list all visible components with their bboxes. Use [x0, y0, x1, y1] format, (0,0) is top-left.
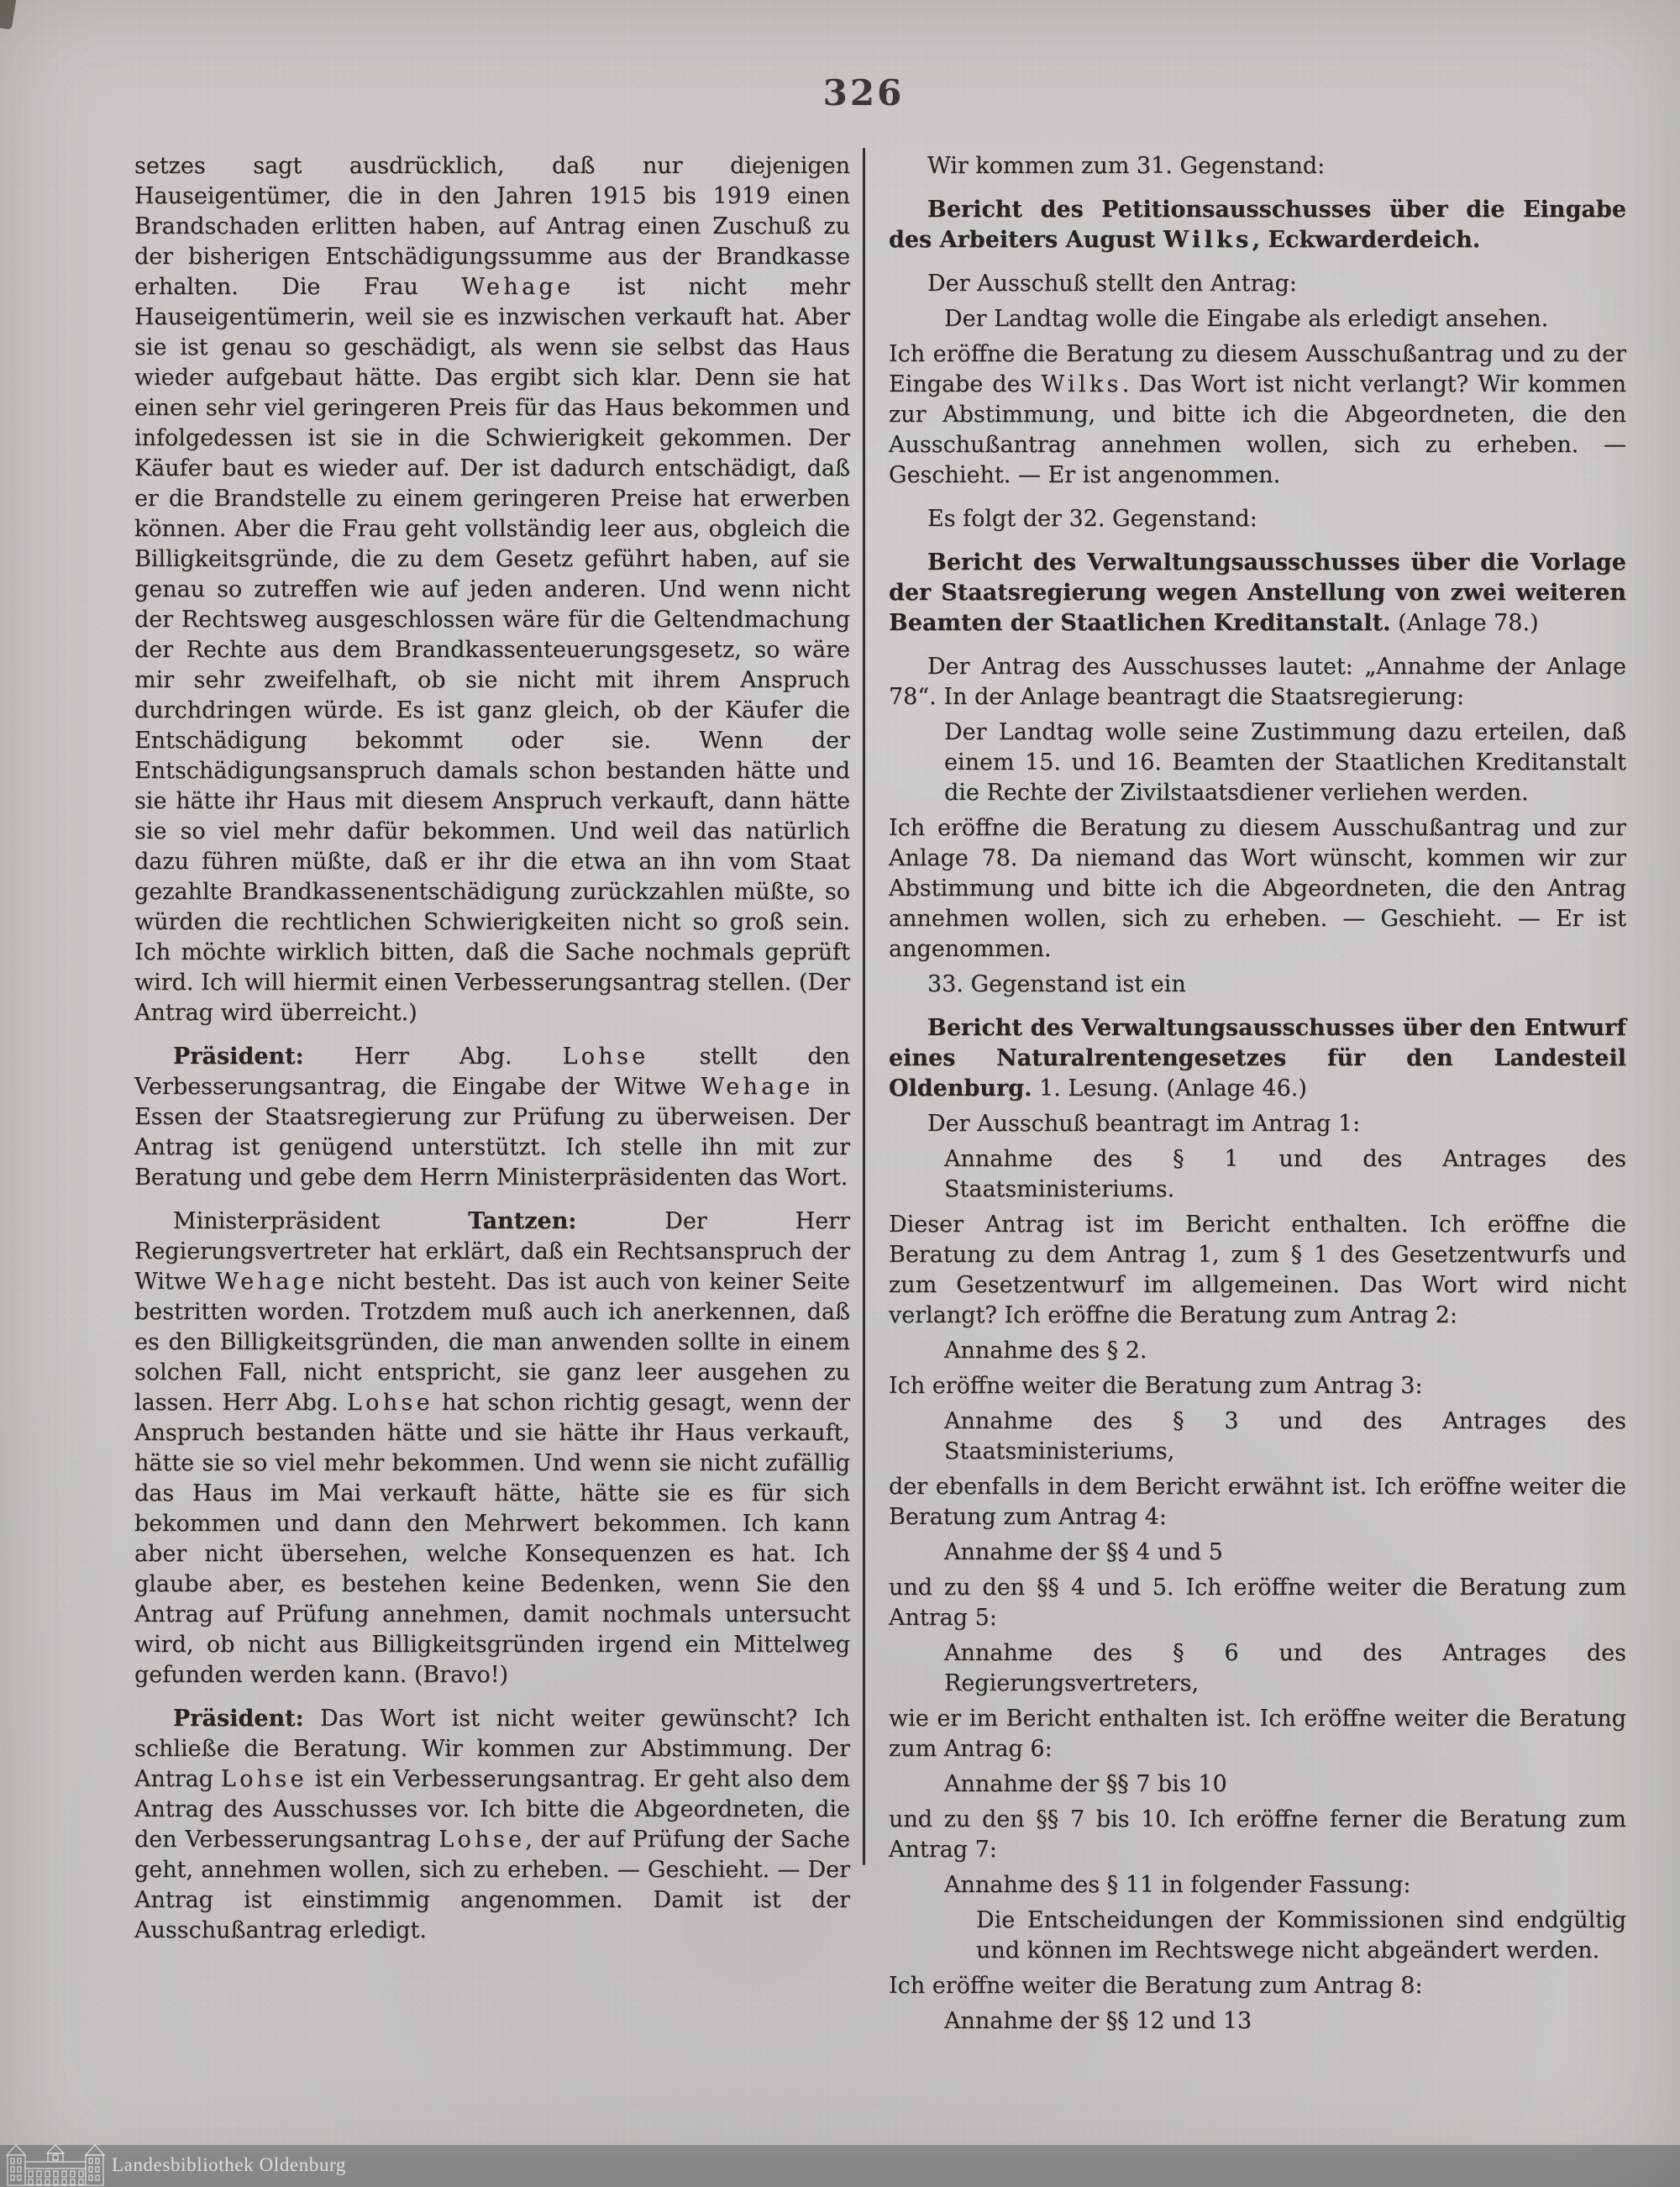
text-run: Der Antrag des Ausschusses lautet: „Annahme der Anlage 78“. In der Anlage beantragt die Staatsregierung:: [889, 654, 1626, 710]
text-run: Lohse: [562, 1044, 649, 1070]
text-run: Der Ausschuß stellt den Antrag:: [927, 271, 1297, 297]
text-run: Herr Abg.: [303, 1044, 563, 1070]
text-run: Annahme der §§ 7 bis 10: [944, 1771, 1227, 1797]
text-run: wie er im Bericht enthalten ist. Ich eröffne weiter die Beratung zum Antrag 6:: [889, 1706, 1626, 1762]
text-run: Ministerpräsident: [173, 1208, 469, 1234]
quote-paragraph: [944, 718, 1626, 808]
body-paragraph: [889, 813, 1626, 965]
text-run: Präsident:: [173, 1706, 304, 1732]
text-run: Lohse: [220, 1766, 307, 1792]
text-run: Der Landtag wolle seine Zustimmung dazu erteilen, daß einem 15. und 16. Beamten der Staatlichen Kreditanstalt die Rechte der Zivilstaatsdiener verliehen werden.: [944, 719, 1626, 806]
body-paragraph: [889, 1704, 1626, 1764]
library-building-icon: [5, 2141, 106, 2186]
text-run: und zu den §§ 7 bis 10. Ich eröffne ferner die Beratung zum Antrag 7:: [889, 1806, 1626, 1863]
column-divider-rule: [863, 148, 865, 1865]
quote-paragraph: [944, 1144, 1626, 1205]
heading-paragraph: [889, 195, 1626, 255]
text-run: Lohse: [346, 1390, 433, 1416]
text-run: Annahme der §§ 12 und 13: [944, 2008, 1252, 2034]
scan-artifact-mark: [0, 0, 17, 29]
text-run: Wir kommen zum 31. Gegenstand:: [927, 153, 1326, 179]
quote-paragraph: [944, 2006, 1626, 2037]
body-paragraph: [889, 1573, 1626, 1633]
text-run: Wilks: [1041, 371, 1122, 397]
body-paragraph: [889, 1971, 1626, 2001]
text-run: Ich eröffne die Beratung zu diesem Ausschußantrag und zur Anlage 78. Da niemand das Wort wünscht, kommen wir zur Abstimmung und bitte ich die Abgeordneten, die den Antrag annehmen wollen, sich zu erheben. — Geschieht. — Er ist angenommen.: [889, 815, 1626, 962]
body-paragraph: [889, 269, 1626, 299]
body-paragraph: [134, 1207, 850, 1690]
body-paragraph: [889, 652, 1626, 712]
body-paragraph: [889, 504, 1626, 534]
text-run: der ebenfalls in dem Bericht erwähnt ist. Ich eröffne weiter die Beratung zum Antrag 4:: [889, 1474, 1626, 1530]
text-run: ist ein Verbesserungsantrag. Er geht also dem Antrag des Ausschusses vor. Ich bitte die Abgeordneten, die den Verbesserungsantrag: [134, 1766, 850, 1853]
text-run: hat schon richtig gesagt, wenn der Anspruch bestanden hätte und sie hätte ihr Haus verkauft, hätte sie so viel mehr bekommen. Und wenn sie nicht zufällig das Haus im Mai verkauft hätte, hätte sie es für sich bekommen und dann den Mehrwert bekommen. Ich kann aber nicht übersehen, welche Konsequenzen es hat. Ich glaube aber, es bestehen keine Bedenken, wenn Sie den Antrag auf Prüfung annehmen, damit nochmals untersucht wird, ob nicht aus Billigkeitsgründen irgend ein Mittelweg gefunden werden kann. (Bravo!): [134, 1390, 850, 1688]
quote-paragraph: [944, 1538, 1626, 1568]
text-run: Der Herr Regierungsvertreter hat erklärt, daß ein Rechtsanspruch der Witwe: [134, 1208, 850, 1295]
heading-paragraph: [889, 1013, 1626, 1104]
library-watermark-label: Landesbibliothek Oldenburg: [112, 2154, 346, 2175]
text-run: Ich eröffne weiter die Beratung zum Antrag 3:: [889, 1373, 1423, 1399]
text-run: Annahme des § 1 und des Antrages des Staatsministeriums.: [944, 1146, 1626, 1202]
heading-paragraph: [889, 548, 1626, 639]
text-run: Die Entscheidungen der Kommissionen sind endgültig und können im Rechtswege nicht abgeändert werden.: [976, 1907, 1626, 1964]
text-run: und zu den §§ 4 und 5. Ich eröffne weiter die Beratung zum Antrag 5:: [889, 1575, 1626, 1631]
text-run: Bericht des Petitionsausschusses über die Eingabe des Arbeiters August: [889, 197, 1626, 253]
text-run: Das Wort ist nicht weiter gewünscht? Ich schließe die Beratung. Wir kommen zur Abstimmung. Der Antrag: [134, 1706, 850, 1792]
body-paragraph: [889, 1805, 1626, 1865]
text-run: Annahme des § 2.: [944, 1338, 1147, 1364]
text-run: stellt den Verbesserungsantrag, die Eingabe der Witwe: [134, 1044, 851, 1100]
body-paragraph: [889, 151, 1626, 181]
text-run: (Anlage 78.): [1390, 610, 1539, 636]
body-paragraph: [134, 1042, 850, 1193]
body-paragraph: [134, 1704, 850, 1946]
body-paragraph: [889, 970, 1626, 1000]
text-run: , der auf Prüfung der Sache geht, annehmen wollen, sich zu erheben. — Geschieht. — Der Antrag ist einstimmig angenommen. Damit ist der Ausschußantrag erledigt.: [134, 1827, 851, 1943]
text-run: Der Landtag wolle die Eingabe als erledigt ansehen.: [944, 306, 1549, 332]
text-run: Lohse: [438, 1827, 526, 1853]
text-run: Es folgt der 32. Gegenstand:: [927, 506, 1257, 532]
text-run: , Eckwarderdeich.: [1252, 227, 1481, 253]
quote-paragraph: [944, 1406, 1626, 1467]
body-paragraph: [889, 1109, 1626, 1139]
left-text-column: [134, 151, 850, 1951]
text-run: 33. Gegenstand ist ein: [927, 971, 1186, 997]
library-watermark-bar: [0, 2145, 1680, 2187]
text-run: 1. Lesung. (Anlage 46.): [1032, 1075, 1307, 1101]
text-run: Annahme des § 3 und des Antrages des Staatsministeriums,: [944, 1408, 1626, 1464]
text-run: Ich eröffne weiter die Beratung zum Antrag 8:: [889, 1973, 1423, 1999]
text-run: in Essen der Staatsregierung zur Prüfung zu überweisen. Der Antrag ist genügend unterstützt. Ich stelle ihn mit zur Beratung und gebe dem Herrn Ministerpräsidenten das Wort.: [134, 1074, 851, 1191]
quote-paragraph: [944, 1870, 1626, 1900]
text-run: Annahme der §§ 4 und 5: [944, 1539, 1223, 1565]
text-run: setzes sagt ausdrücklich, daß nur diejenigen Hauseigentümer, die in den Jahren 1915 bis 1919 einen Brandschaden erlitten haben, auf Antrag einen Zuschuß zu der bisherigen Entschädigungssumme aus der Brandkasse erhalten. Die Frau: [134, 153, 850, 300]
text-run: Wilks: [1163, 227, 1252, 253]
text-run: Wehage: [461, 274, 575, 300]
right-text-column: [889, 151, 1626, 2042]
text-run: Präsident:: [173, 1044, 304, 1070]
text-run: nicht besteht. Das ist auch von keiner Seite bestritten worden. Trotzdem muß auch ich anerkennen, daß es den Billigkeitsgründen, die man anwenden sollte in einem solchen Fall, nicht entspricht, sie ganz leer ausgehen zu lassen. Herr Abg.: [134, 1269, 851, 1416]
text-run: Der Ausschuß beantragt im Antrag 1:: [927, 1111, 1361, 1137]
body-paragraph: [134, 151, 850, 1028]
body-paragraph: [889, 1371, 1626, 1401]
body-paragraph: [889, 1472, 1626, 1532]
text-run: . Das Wort ist nicht verlangt? Wir kommen zur Abstimmung, und bitte ich die Abgeordneten, die den Ausschußantrag annehmen wollen, sich zu erheben. — Geschieht. — Er ist angenommen.: [889, 371, 1627, 488]
body-paragraph: [889, 339, 1626, 491]
quote-paragraph: [944, 1769, 1626, 1800]
body-paragraph: [889, 1210, 1626, 1331]
quote-paragraph: [944, 1336, 1626, 1366]
text-run: Dieser Antrag ist im Bericht enthalten. Ich eröffne die Beratung zu dem Antrag 1, zum § 1 des Gesetzentwurfs und zum Gesetzentwurf im allgemeinen. Das Wort wird nicht verlangt? Ich eröffne die Beratung zum Antrag 2:: [889, 1212, 1626, 1328]
text-run: Bericht des Verwaltungsausschusses über den Entwurf eines Naturalrentengesetzes für den Landesteil Oldenburg.: [889, 1015, 1626, 1101]
text-run: Ich eröffne die Beratung zu diesem Ausschußantrag und zu der Eingabe des: [889, 341, 1626, 397]
quote-paragraph: [976, 1906, 1626, 1966]
text-run: ist nicht mehr Hauseigentümerin, weil sie es inzwischen verkauft hat. Aber sie ist genau so geschädigt, als wenn sie selbst das Haus wieder aufgebaut hätte. Das ergibt sich klar. Denn sie hat einen sehr viel geringeren Preis für das Haus bekommen und infolgedessen ist sie in die Schwierigkeit gekommen. Der Käufer baut es wieder auf. Der ist dadurch entschädigt, daß er die Brandstelle zu einem geringeren Preise hat erwerben können. Aber die Frau geht vollständig leer aus, obgleich die Billigkeitsgründe, die zu dem Gesetz geführt haben, auf sie genau so zutreffen wie auf jeden anderen. Und wenn nicht der Rechtsweg ausgeschlossen wäre für die Geltendmachung der Rechte aus dem Brandkassenteuerungsgesetz, so wäre mir sehr zweifelhaft, ob sie nicht mit ihrem Anspruch durchdringen würde. Es ist ganz gleich, ob der Käufer die Entschädigung bekommt oder sie. Wenn der Entschädigungsanspruch damals schon bestanden hätte und sie hätte ihr Haus mit diesem Anspruch verkauft, dann hätte sie so viel mehr dafür bekommen. Und weil das natürlich dazu führen müßte, daß er ihr die etwa an ihn vom Staat gezahlte Brandkassenentschädigung zurückzahlen müßte, so würden die rechtlichen Schwierigkeiten nicht so groß sein. Ich möchte wirklich bitten, daß die Sache nochmals geprüft wird. Ich will hiermit einen Verbesserungsantrag stellen. (Der Antrag wird überreicht.): [134, 274, 850, 1026]
text-run: Wehage: [701, 1074, 814, 1100]
text-run: Bericht des Verwaltungsausschusses über die Vorlage der Staatsregierung wegen Anstellung von zwei weiteren Beamten der Staatlichen Kreditanstalt.: [889, 549, 1626, 636]
text-run: Annahme des § 6 und des Antrages des Regierungsvertreters,: [944, 1640, 1626, 1696]
page-number: 326: [822, 72, 905, 113]
quote-paragraph: [944, 304, 1626, 334]
quote-paragraph: [944, 1638, 1626, 1699]
text-run: Tantzen:: [468, 1208, 577, 1234]
text-run: Wehage: [215, 1269, 328, 1295]
text-run: Annahme des § 11 in folgender Fassung:: [944, 1872, 1411, 1898]
